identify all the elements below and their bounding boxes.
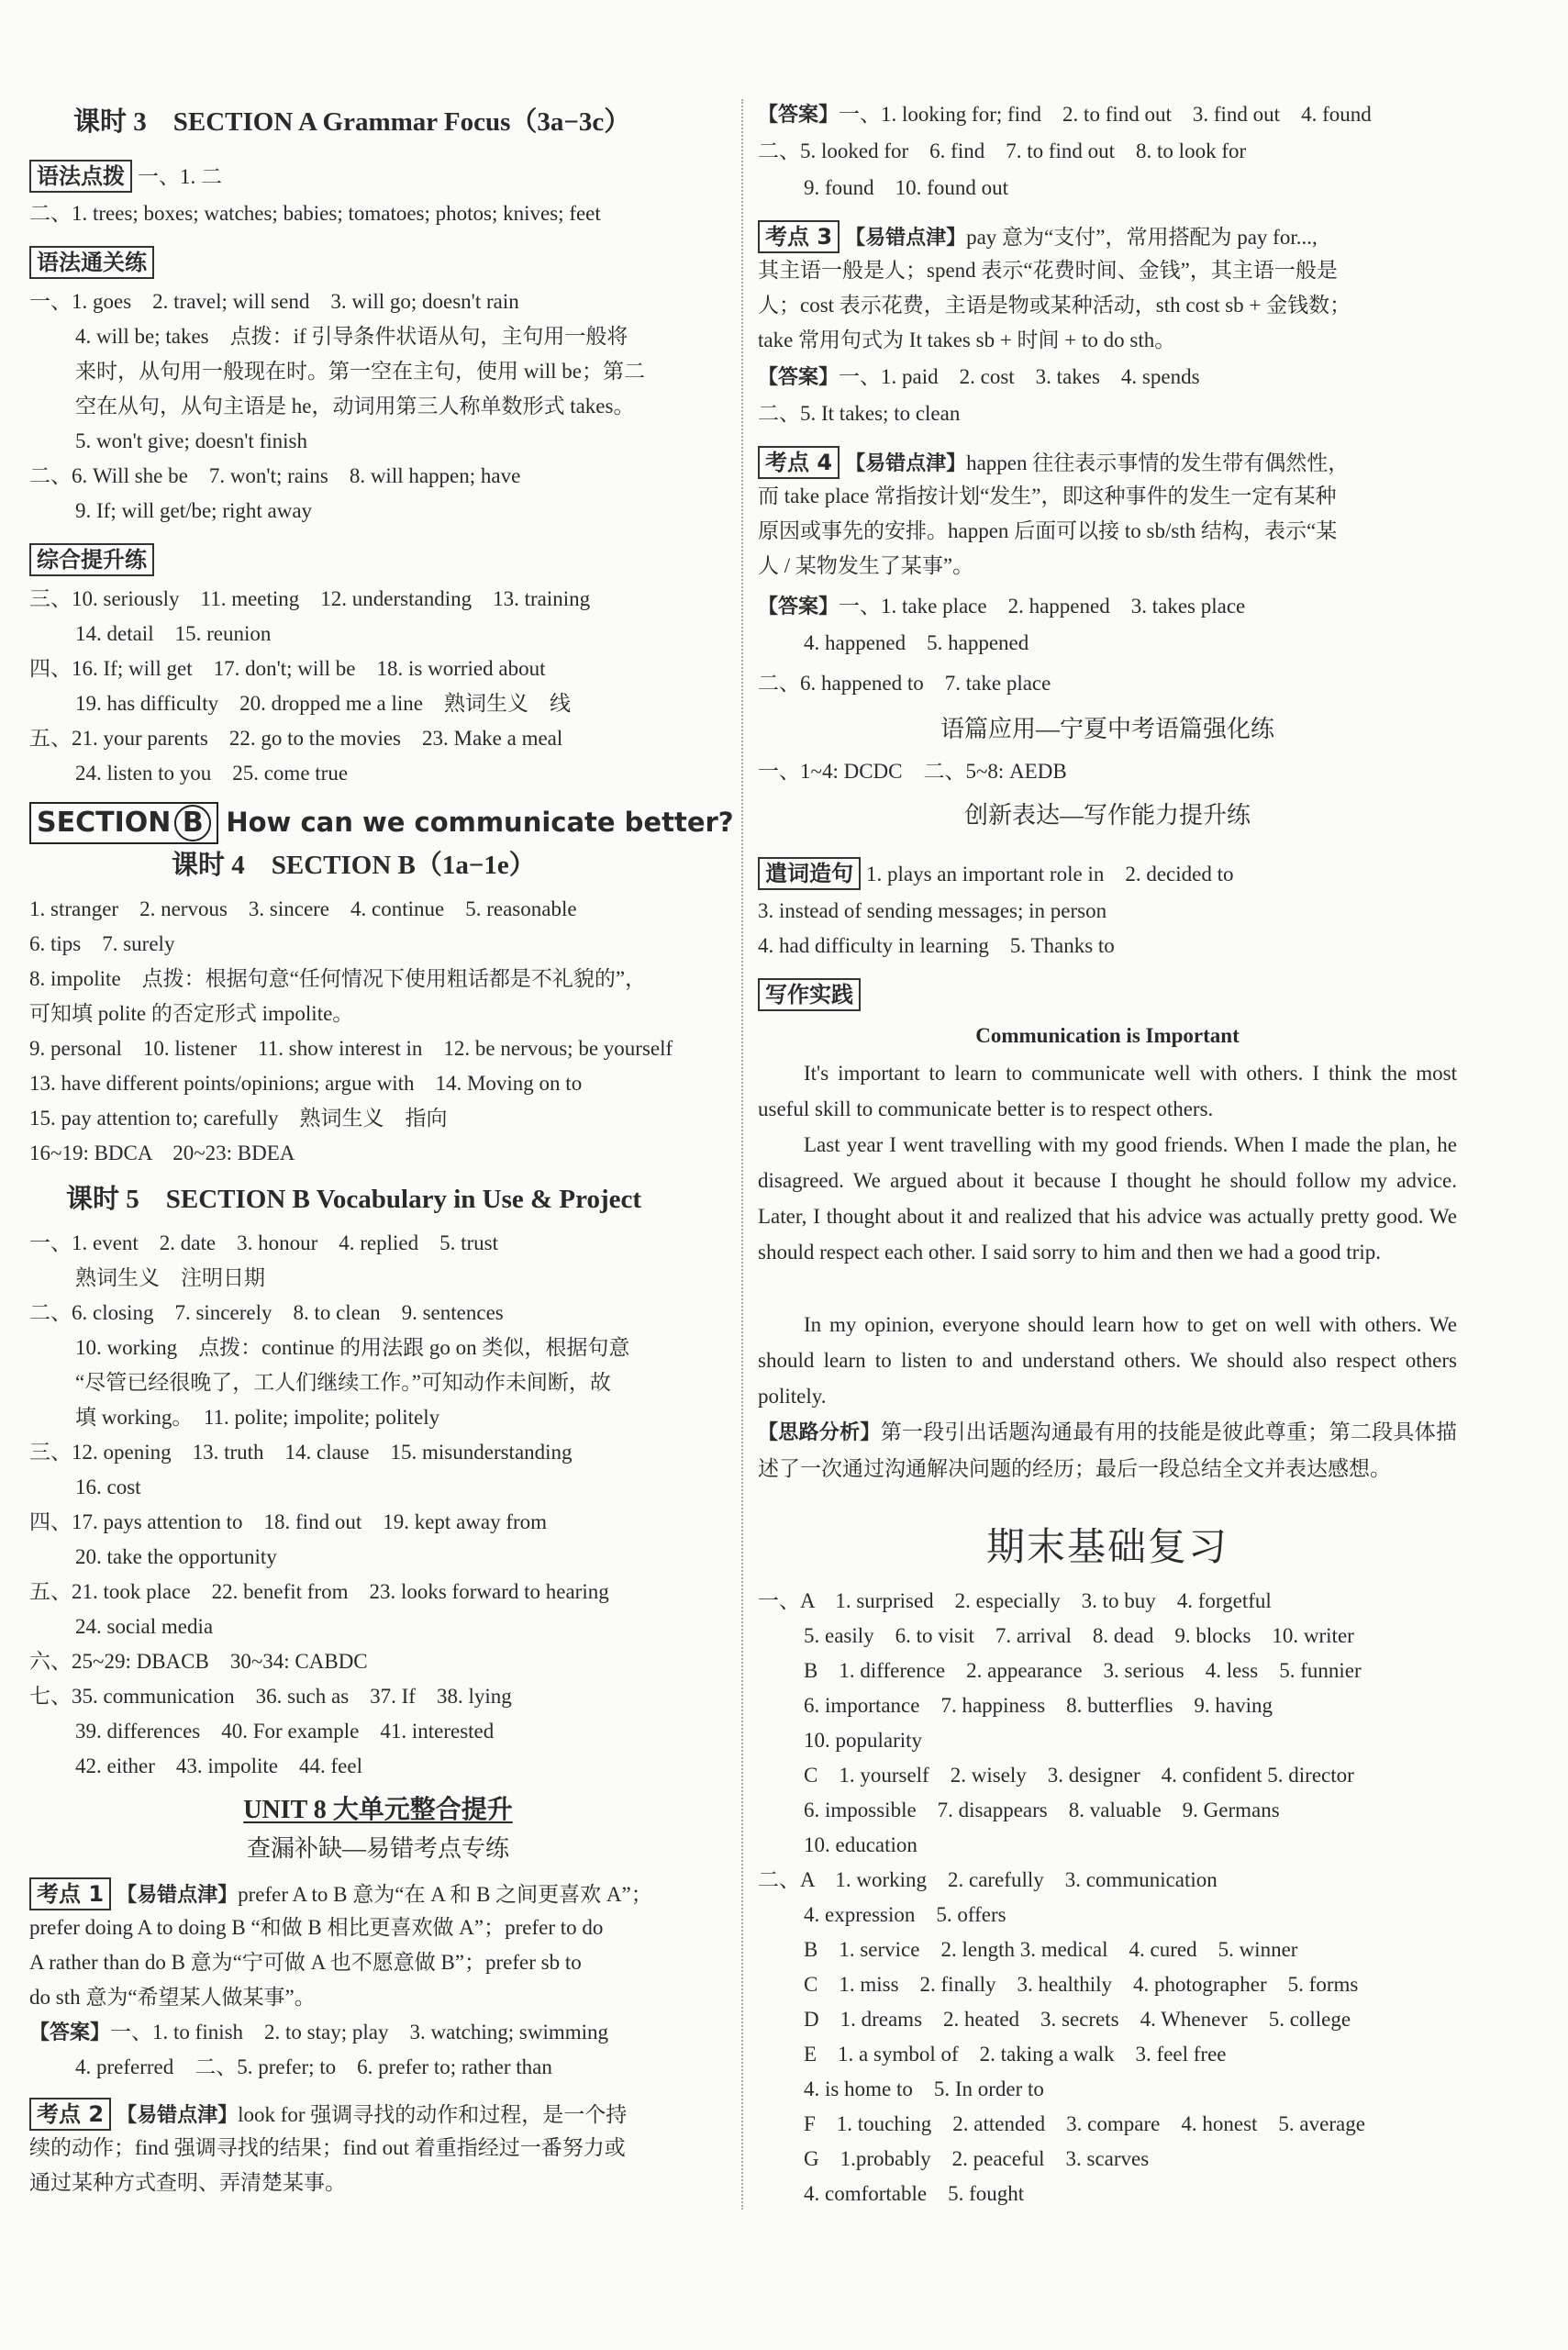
answer-text: 一、1. looking for; find 2. to find out 3. find out 4. found [839,103,1372,126]
answer-line: 四、16. If; will get 17. don't; will be 18. is worried about [29,657,546,680]
answer-line: 一、A 1. surprised 2. especially 3. to buy 4. forgetful [758,1589,1272,1612]
answer-line: 一、1. event 2. date 3. honour 4. replied 5. trust [29,1231,499,1254]
answer-line: 24. social media [75,1615,214,1638]
answer-line: 5. won't give; doesn't finish [75,429,307,452]
answer-line: 三、10. seriously 11. meeting 12. understanding 13. training [29,587,591,610]
error-tip-tag: 【易错点津】 [845,227,967,250]
answer-text: 一、1. to finish 2. to stay; play 3. watching; swimming [110,2021,609,2044]
answer-line: D 1. dreams 2. heated 3. secrets 4. Whenever 5. college [804,2008,1351,2031]
writing-title: 创新表达—写作能力提升练 [963,802,1251,829]
answer-line: 9. If; will get/be; right away [75,499,313,522]
point3-label: 考点 3 [758,220,840,253]
point4-line [758,446,1349,479]
answer-line: 13. have different points/opinions; argue with 14. Moving on to [29,1072,583,1095]
answer-text: 1. plays an important role in 2. decided to [866,863,1234,885]
answer-line: 3. instead of sending messages; in person [758,899,1107,922]
answer-line [758,593,1245,621]
answer-line: F 1. touching 2. attended 3. compare 4. honest 5. average [804,2112,1365,2135]
tip-line: 原因或事先的安排。happen 后面可以接 to sb/sth 结构，表示“某 [758,519,1338,542]
answer-line: 4. is home to 5. In order to [804,2077,1044,2100]
tip-line: do sth 意为“希望某人做某事”。 [29,1986,316,2009]
analysis-paragraph [758,1414,1457,1487]
analysis-text: 第一段引出话题沟通最有用的技能是彼此尊重；第二段具体描述了一次通过沟通解决问题的经历；最后一段总结全文并表达感想。 [758,1420,1457,1480]
answer-line: 1. stranger 2. nervous 3. sincere 4. continue 5. reasonable [29,897,577,920]
error-practice-title: 查漏补缺—易错考点专练 [246,1835,509,1862]
answer-line: 14. detail 15. reunion [75,622,272,645]
final-review-title: 期末基础复习 [985,1524,1229,1569]
answer-line: 16~19: BDCA 20~23: BDEA [29,1142,295,1164]
comprehensive-label: 综合提升练 [29,543,154,576]
answer-line: 39. differences 40. For example 41. interested [75,1720,495,1743]
answer-line: 8. impolite 点拨：根据句意“任何情况下使用粗话都是不礼貌的”， [29,967,647,990]
error-tip-tag: 【易错点津】 [117,1884,239,1907]
tip-line: 而 take place 常指按计划“发生”，即这种事件的发生一定有某种 [758,484,1337,507]
answer-line: 4. expression 5. offers [804,1903,1006,1926]
answer-line: C 1. yourself 2. wisely 3. designer 4. confident 5. director [804,1764,1354,1787]
answer-line: 二、6. Will she be 7. won't; rains 8. will happen; have [29,464,521,487]
answer-line: 二、5. It takes; to clean [758,402,961,425]
answer-line: C 1. miss 2. finally 3. healthily 4. photographer 5. forms [804,1973,1359,1996]
answer-tag: 【答案】 [758,596,840,618]
answer-line: 三、12. opening 13. truth 14. clause 15. misunderstanding [29,1441,573,1464]
answer-line [758,101,1372,129]
sentence-building-label: 遣词造句 [758,857,861,890]
answer-line: 4. will be; takes 点拨：if 引导条件状语从句，主句用一般将 [75,325,628,348]
answer-line: 16. cost [75,1476,141,1498]
answer-line: 二、6. closing 7. sincerely 8. to clean 9. sentences [29,1301,504,1324]
lesson3-title: 课时 3 SECTION A Grammar Focus（3a−3c） [73,107,631,137]
answer-line: 15. pay attention to; carefully 熟词生义 指向 [29,1107,448,1130]
answer-line: 9. found 10. found out [804,176,1008,199]
essay-paragraph-2: Last year I went travelling with my good friends. When I made the plan, he disagreed. We argued about it because I thought he should follow my advice. Later, I thought about it and realized that his advice was actually pretty good. We should respect each other. I said sorry to him and then we had a good trip. [758,1133,1457,1264]
point1-label: 考点 1 [29,1877,111,1910]
answer-line: 4. preferred 二、5. prefer; to 6. prefer to; rather than [75,2055,552,2078]
lesson5-title: 课时 5 SECTION B Vocabulary in Use & Project [66,1185,642,1214]
answer-line: 二、1. trees; boxes; watches; babies; tomatoes; photos; knives; feet [29,202,601,225]
answer-line: 6. tips 7. surely [29,932,175,955]
answer-line: 五、21. took place 22. benefit from 23. looks forward to hearing [29,1580,609,1603]
lesson4-title: 课时 4 SECTION B（1a−1e） [172,851,536,880]
column-divider [741,99,743,2210]
essay-title: Communication is Important [975,1024,1240,1047]
analysis-tag: 【思路分析】 [758,1421,881,1444]
section-question: How can we communicate better? [226,807,734,838]
answer-line: 42. either 43. impolite 44. feel [75,1754,362,1777]
answer-line: 二、6. happened to 7. take place [758,672,1051,695]
answer-line: 二、5. looked for 6. find 7. to find out 8. to look for [758,139,1247,162]
answer-line [758,363,1200,392]
answer-line [29,2019,608,2047]
explanation-line: “尽管已经很晚了，工人们继续工作。”可知动作未间断，故 [75,1371,611,1394]
error-tip-tag: 【易错点津】 [845,452,967,475]
answer-line: B 1. difference 2. appearance 3. serious 4. less 5. funnier [804,1659,1362,1682]
point3-line [758,220,1318,253]
answer-line: 5. easily 6. to visit 7. arrival 8. dead 9. blocks 10. writer [804,1624,1354,1647]
unit8-title: UNIT 8 大单元整合提升 [243,1796,513,1824]
tip-text: prefer A to B 意为“在 A 和 B 之间更喜欢 A”； [238,1883,652,1906]
answer-tag: 【答案】 [758,104,840,127]
answer-line: E 1. a symbol of 2. taking a walk 3. feel free [804,2043,1227,2066]
answer-line: 4. had difficulty in learning 5. Thanks to [758,934,1115,957]
answer-tag: 【答案】 [29,2021,111,2044]
tip-line: 其主语一般是人；spend 表示“花费时间、金钱”，其主语一般是 [758,259,1338,282]
answer-line: 熟词生义 注明日期 [75,1266,265,1289]
explanation-line: 来时，从句用一般现在时。第一空在主句，使用 will be；第二 [75,360,645,383]
section-b-badge [29,802,218,844]
tip-text: pay 意为“支付”，常用搭配为 pay for..., [966,226,1318,249]
answer-line: 6. importance 7. happiness 8. butterflies 9. having [804,1694,1273,1717]
answer-line: 4. comfortable 5. fought [804,2182,1025,2205]
answer-tag: 【答案】 [758,366,840,389]
answer-line: 七、35. communication 36. such as 37. If 38. lying [29,1685,512,1708]
essay-paragraph-3: In my opinion, everyone should learn how to get on well with others. We should learn to listen to and understand others. We should also respect others politely. [758,1313,1457,1408]
tip-line: take 常用句式为 It takes sb + 时间 + to do sth。 [758,329,1176,351]
answer-line: B 1. service 2. length 3. medical 4. cured 5. winner [804,1938,1298,1961]
tip-line: 人；cost 表示花费，主语是物或某种活动，sth cost sb + 金钱数； [758,294,1351,317]
tip-text: look for 强调寻找的动作和过程，是一个持 [238,2103,628,2126]
grammar-tips-line [29,160,222,193]
explanation-line: 空在从句，从句主语是 he，动词用第三人称单数形式 takes。 [75,395,635,418]
section-b-heading [29,802,734,844]
answer-line: 20. take the opportunity [75,1545,277,1568]
writing-practice-header [758,978,866,1011]
tip-line: 通过某种方式查明、弄清楚某事。 [29,2171,346,2194]
tip-line: prefer doing A to doing B “和做 B 相比更喜欢做 A”；prefer to do [29,1916,604,1939]
tip-line: 人 / 某物发生了某事”。 [758,554,974,577]
answer-line: 二、A 1. working 2. carefully 3. communication [758,1868,1218,1891]
section-word: SECTION [37,807,172,839]
tip-line: 续的动作；find 强调寻找的结果；find out 着重指经过一番努力或 [29,2136,626,2159]
answer-line: 五、21. your parents 22. go to the movies 23. Make a meal [29,727,563,750]
section-letter: B [174,805,211,841]
point4-label: 考点 4 [758,446,840,479]
grammar-practice-label: 语法通关练 [29,246,154,279]
answer-line: 四、17. pays attention to 18. find out 19. kept away from [29,1510,548,1533]
error-tip-tag: 【易错点津】 [117,2104,239,2127]
point1-line [29,1877,652,1910]
reading-title: 语篇应用—宁夏中考语篇强化练 [940,716,1274,742]
point2-line [29,2098,627,2131]
comprehensive-header [29,543,160,576]
answer-text: 一、1. take place 2. happened 3. takes place [839,595,1246,618]
answer-line: 六、25~29: DBACB 30~34: CABDC [29,1650,368,1673]
answer-line: 10. popularity [804,1729,923,1752]
explanation-line: 可知填 polite 的否定形式 impolite。 [29,1002,354,1025]
answer-line: 24. listen to you 25. come true [75,762,349,785]
grammar-tips-label: 语法点拨 [29,160,132,193]
answer-line: 9. personal 10. listener 11. show interest in 12. be nervous; be yourself [29,1037,673,1060]
answer-line: 4. happened 5. happened [804,631,1029,654]
answer-line: 6. impossible 7. disappears 8. valuable 9. Germans [804,1799,1280,1821]
answer-line: 10. working 点拨：continue 的用法跟 go on 类似，根据句意 [75,1336,630,1359]
answer-line: 一、1~4: DCDC 二、5~8: AEDB [758,760,1067,783]
tip-text: happen 往往表示事情的发生带有偶然性， [966,451,1350,474]
answer-text: 一、1. paid 2. cost 3. takes 4. spends [839,365,1200,388]
answer-text: 一、1. 二 [138,165,222,188]
point2-label: 考点 2 [29,2098,111,2131]
answer-line: 一、1. goes 2. travel; will send 3. will go; doesn't rain [29,290,519,313]
grammar-practice-header [29,246,160,279]
answer-line: 10. education [804,1833,917,1856]
tip-line: A rather than do B 意为“宁可做 A 也不愿意做 B”；prefer sb to [29,1951,582,1974]
writing-practice-label: 写作实践 [758,978,861,1011]
answer-line: 19. has difficulty 20. dropped me a line 熟词生义 线 [75,692,571,715]
sentence-building-line [758,857,1234,890]
answer-line: G 1.probably 2. peaceful 3. scarves [804,2147,1150,2170]
answer-line: 填 working。 11. polite; impolite; politely [75,1406,440,1429]
essay-paragraph-1: It's important to learn to communicate well with others. I think the most useful skill to communicate better is to respect others. [758,1062,1457,1120]
